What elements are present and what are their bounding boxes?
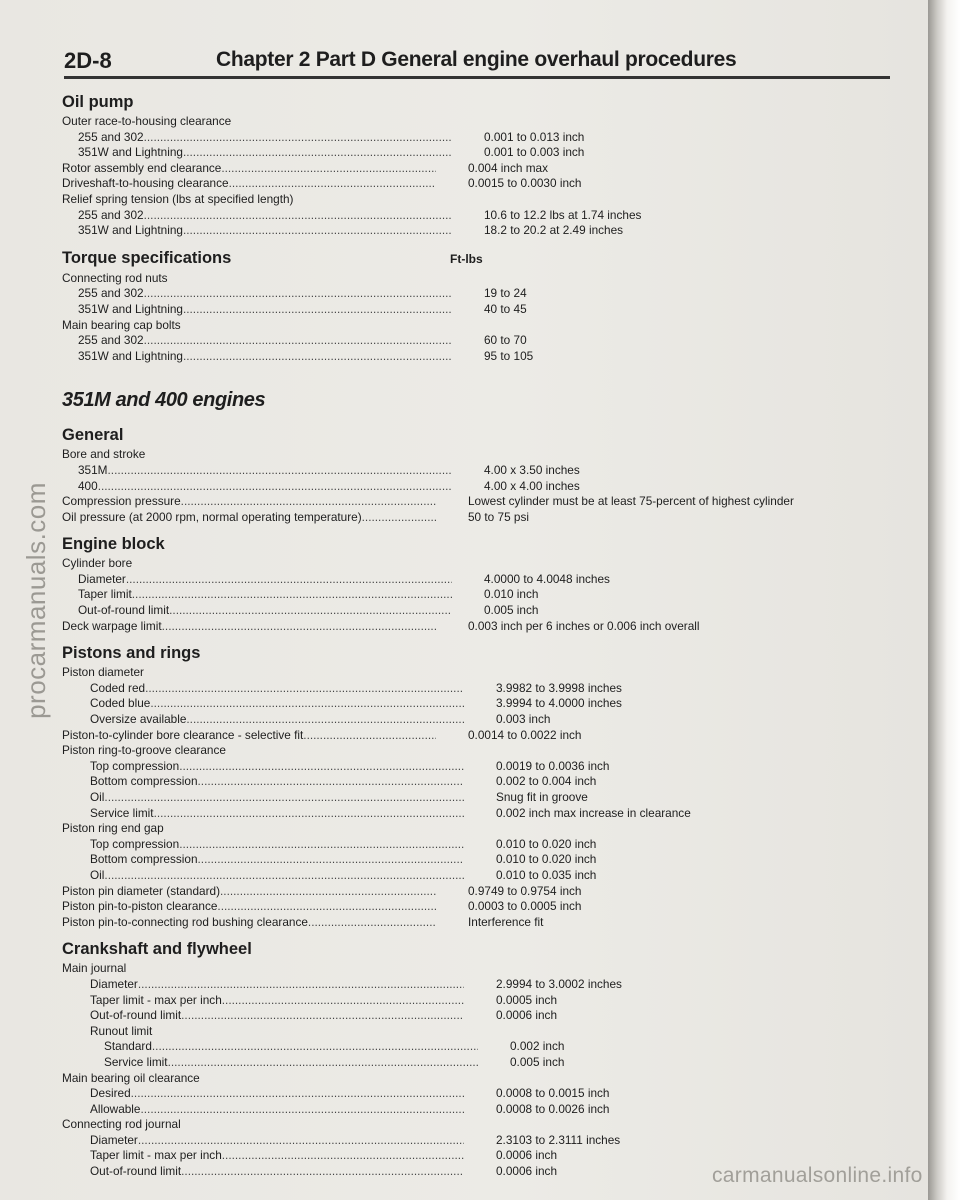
- spec-row: [62, 333, 902, 349]
- watermark-left-text: procarmanuals.com: [20, 481, 51, 719]
- spec-value: 0.002 inch max increase in clearance: [496, 805, 691, 820]
- spec-row: [62, 619, 902, 635]
- dot-leader: [168, 1055, 478, 1071]
- spec-row: [62, 1117, 902, 1133]
- section-heading: General: [62, 426, 124, 445]
- dot-leader: [179, 837, 464, 853]
- spec-label: 255 and 302: [78, 207, 144, 222]
- spec-label-cell: [62, 349, 452, 365]
- spec-value: 2.9994 to 3.0002 inches: [496, 976, 622, 991]
- spec-row: [62, 993, 902, 1009]
- spec-row: [62, 665, 902, 681]
- spec-label: 255 and 302: [78, 129, 144, 144]
- spec-label: Bottom compression: [90, 852, 198, 867]
- section-heading: Oil pump: [62, 93, 134, 111]
- spec-row: [62, 271, 902, 287]
- dot-leader: [220, 884, 436, 900]
- spec-row: [62, 286, 902, 302]
- spec-label: 351W and Lightning: [78, 223, 183, 238]
- spec-label-cell: [62, 145, 452, 161]
- spec-value: 3.9982 to 3.9998 inches: [496, 680, 622, 695]
- dot-leader: [169, 603, 452, 619]
- dot-leader: [108, 463, 452, 479]
- dot-leader: [98, 479, 452, 495]
- chapter-title: Chapter 2 Part D General engine overhaul procedures: [216, 48, 737, 71]
- units-label: Ft-lbs: [450, 251, 483, 266]
- spec-label: Piston-to-cylinder bore clearance - selective fit: [62, 727, 304, 742]
- spec-value: 0.0014 to 0.0022 inch: [468, 727, 582, 742]
- spec-label: Connecting rod nuts: [62, 270, 168, 285]
- spec-label-cell: [62, 556, 436, 572]
- spec-label: Cylinder bore: [62, 556, 133, 571]
- dot-leader: [222, 993, 464, 1009]
- spec-label-cell: [62, 868, 464, 884]
- spec-label: Piston diameter: [62, 665, 144, 680]
- spec-label-cell: [62, 852, 464, 868]
- dot-leader: [132, 556, 436, 572]
- spec-label: Piston ring end gap: [62, 821, 164, 836]
- dot-leader: [181, 494, 436, 510]
- part-heading: 351M and 400 engines: [62, 389, 266, 412]
- spec-value: 0.004 inch max: [468, 160, 549, 175]
- spec-label-cell: [62, 603, 452, 619]
- dot-leader: [126, 572, 452, 588]
- spec-row: [62, 176, 902, 192]
- spec-row: [62, 223, 902, 239]
- spec-label-cell: [62, 286, 452, 302]
- spec-label-cell: [62, 977, 464, 993]
- spec-label-cell: [62, 728, 436, 744]
- spec-value: 60 to 70: [484, 333, 527, 348]
- spec-value: 0.0008 to 0.0026 inch: [496, 1101, 610, 1116]
- spec-row: [62, 587, 902, 603]
- dot-leader: [181, 1164, 464, 1180]
- spec-label-cell: [62, 161, 436, 177]
- dot-leader: [164, 821, 436, 837]
- dot-leader: [362, 510, 436, 526]
- spec-row: [62, 302, 902, 318]
- spec-label-cell: [62, 223, 452, 239]
- spec-row: [62, 1102, 902, 1118]
- spec-value: 0.0006 inch: [496, 1148, 558, 1163]
- spec-label-cell: [62, 494, 436, 510]
- spec-label: Bottom compression: [90, 774, 198, 789]
- spec-label: Out-of-round limit: [90, 1008, 182, 1023]
- spec-label-cell: [62, 1133, 464, 1149]
- spec-label: 255 and 302: [78, 333, 144, 348]
- spec-label: 351W and Lightning: [78, 145, 183, 160]
- spec-label: Piston pin-to-piston clearance: [62, 899, 218, 914]
- spec-row: [62, 603, 902, 619]
- spec-label: Top compression: [90, 758, 180, 773]
- spec-value: Interference fit: [468, 914, 544, 929]
- spec-value: 3.9994 to 4.0000 inches: [496, 696, 622, 711]
- dot-leader: [126, 961, 436, 977]
- spec-label-cell: [62, 192, 436, 208]
- spec-label: Bore and stroke: [62, 447, 146, 462]
- dot-leader: [104, 868, 464, 884]
- header-rule: [64, 76, 890, 79]
- spec-label: Coded blue: [90, 696, 151, 711]
- spec-content: [62, 91, 902, 1180]
- spec-label: Taper limit - max per inch: [90, 992, 222, 1007]
- watermark-left: [12, 470, 60, 730]
- spec-row: [62, 572, 902, 588]
- dot-leader: [132, 587, 452, 603]
- spec-value: 2.3103 to 2.3111 inches: [496, 1132, 621, 1147]
- dot-leader: [144, 665, 436, 681]
- dot-leader: [308, 915, 436, 931]
- spec-label-cell: [62, 743, 436, 759]
- spec-row: [62, 868, 902, 884]
- spec-row: [62, 161, 902, 177]
- spec-label: 400: [78, 478, 98, 493]
- spec-row: [62, 884, 902, 900]
- spec-label: Oil: [90, 790, 105, 804]
- spec-label: Out-of-round limit: [90, 1164, 182, 1179]
- spec-label-cell: [62, 806, 464, 822]
- spec-value: 50 to 75 psi: [468, 509, 529, 524]
- dot-leader: [154, 806, 464, 822]
- spec-value: 0.002 to 0.004 inch: [496, 774, 597, 789]
- spec-row: [62, 681, 902, 697]
- spec-value: 0.0006 inch: [496, 1008, 558, 1023]
- spec-row: [62, 1039, 902, 1055]
- spec-row: [62, 1086, 902, 1102]
- dot-leader: [217, 899, 436, 915]
- spec-label: Runout limit: [90, 1023, 153, 1038]
- spec-label-cell: [62, 1102, 464, 1118]
- spec-row: [62, 759, 902, 775]
- dot-leader: [138, 977, 464, 993]
- spec-label-cell: [62, 1164, 464, 1180]
- dot-leader: [183, 302, 452, 318]
- spec-row: [62, 318, 902, 334]
- spec-row: [62, 1008, 902, 1024]
- dot-leader: [183, 145, 452, 161]
- spec-label-cell: [62, 114, 436, 130]
- spec-value: 0.0019 to 0.0036 inch: [496, 758, 610, 773]
- spec-value: 0.010 to 0.020 inch: [496, 852, 597, 867]
- spec-label-cell: [62, 176, 436, 192]
- dot-leader: [198, 852, 464, 868]
- spec-label: Diameter: [90, 1132, 138, 1147]
- spec-value: 19 to 24: [484, 286, 527, 301]
- dot-leader: [141, 1102, 465, 1118]
- spec-label: Oil pressure (at 2000 rpm, normal operating temperature): [62, 509, 362, 524]
- spec-label-cell: [62, 837, 464, 853]
- dot-leader: [144, 130, 452, 146]
- spec-label-cell: [62, 479, 452, 495]
- spec-row: [62, 1071, 902, 1087]
- spec-label-cell: [62, 572, 452, 588]
- spec-label: 351W and Lightning: [78, 348, 183, 363]
- spec-row: [62, 915, 902, 931]
- spec-label: Taper limit: [78, 587, 132, 602]
- spec-row: [62, 1148, 902, 1164]
- dot-leader: [293, 192, 436, 208]
- dot-leader: [221, 161, 436, 177]
- dot-leader: [145, 681, 464, 697]
- spec-label-cell: [62, 463, 452, 479]
- section-heading: Engine block: [62, 535, 165, 554]
- spec-row: [62, 556, 902, 572]
- spec-label: 255 and 302: [78, 286, 144, 301]
- spec-label-cell: [62, 271, 436, 287]
- page-header: [64, 48, 890, 78]
- spec-row: [62, 961, 902, 977]
- dot-leader: [183, 349, 452, 365]
- spec-value: 0.010 to 0.020 inch: [496, 836, 597, 851]
- dot-leader: [150, 696, 464, 712]
- spec-row: [62, 349, 902, 365]
- spec-label-cell: [62, 619, 436, 635]
- section-heading: [62, 247, 902, 271]
- spec-row: [62, 806, 902, 822]
- spec-label-cell: [62, 1086, 464, 1102]
- spec-row: [62, 1024, 902, 1040]
- spec-label: Diameter: [90, 976, 138, 991]
- spec-value: 0.001 to 0.013 inch: [484, 129, 585, 144]
- spec-label-cell: [62, 1039, 478, 1055]
- spec-label-cell: [62, 1055, 478, 1071]
- page-number: 2D-8: [64, 48, 112, 73]
- spec-value: 0.005 inch: [510, 1054, 565, 1069]
- dot-leader: [152, 1039, 478, 1055]
- spec-label-cell: [62, 130, 452, 146]
- spec-value: 18.2 to 20.2 at 2.49 inches: [484, 223, 624, 238]
- dot-leader: [104, 790, 464, 806]
- spec-row: [62, 696, 902, 712]
- spec-row: [62, 977, 902, 993]
- spec-label: Top compression: [90, 836, 180, 851]
- spec-row: [62, 114, 902, 130]
- spec-label: Driveshaft-to-housing clearance: [62, 176, 229, 191]
- dot-leader: [200, 1071, 436, 1087]
- spec-value: 0.003 inch: [496, 712, 551, 727]
- spec-label: Out-of-round limit: [78, 603, 170, 618]
- spec-label: Desired: [90, 1086, 131, 1101]
- dot-leader: [144, 333, 452, 349]
- spec-label-cell: [62, 759, 464, 775]
- spec-label: Main bearing oil clearance: [62, 1070, 200, 1085]
- spec-label-cell: [62, 333, 452, 349]
- dot-leader: [145, 447, 436, 463]
- spec-value: 0.9749 to 0.9754 inch: [468, 883, 582, 898]
- spec-row: [62, 208, 902, 224]
- dot-leader: [226, 743, 436, 759]
- spec-row: [62, 852, 902, 868]
- spec-label-cell: [62, 510, 436, 526]
- spec-label: Oversize available: [90, 712, 187, 727]
- spec-label: Oil: [90, 867, 105, 882]
- spec-label: Piston pin-to-connecting rod bushing clearance: [62, 914, 308, 929]
- spec-value: 4.00 x 3.50 inches: [484, 462, 580, 477]
- spec-label-cell: [62, 899, 436, 915]
- dot-leader: [179, 759, 464, 775]
- dot-leader: [168, 271, 436, 287]
- dot-leader: [186, 712, 464, 728]
- spec-value: 0.0006 inch: [496, 1164, 558, 1179]
- spec-row: [62, 510, 902, 526]
- dot-leader: [229, 176, 436, 192]
- spec-row: [62, 712, 902, 728]
- spec-row: [62, 479, 902, 495]
- spec-value: 0.002 inch: [510, 1039, 565, 1054]
- spec-label-cell: [62, 1117, 436, 1133]
- spec-label: Service limit: [90, 805, 154, 820]
- section-heading: Crankshaft and flywheel: [62, 940, 252, 959]
- spec-label: Compression pressure: [62, 494, 181, 509]
- dot-leader: [181, 318, 436, 334]
- spec-label-cell: [62, 790, 464, 806]
- spec-label-cell: [62, 318, 436, 334]
- spec-label: Outer race-to-housing clearance: [62, 114, 232, 128]
- spec-row: [62, 790, 902, 806]
- spec-label: Piston ring-to-groove clearance: [62, 743, 226, 758]
- spec-row: [62, 774, 902, 790]
- spec-label: Deck warpage limit: [62, 618, 162, 633]
- spec-row: [62, 192, 902, 208]
- spec-value: 0.010 to 0.035 inch: [496, 867, 597, 882]
- dot-leader: [131, 1086, 464, 1102]
- spec-row: [62, 463, 902, 479]
- dot-leader: [181, 1008, 464, 1024]
- spec-label-cell: [62, 884, 436, 900]
- spec-label-cell: [62, 1148, 464, 1164]
- spec-value: 0.0005 inch: [496, 992, 558, 1007]
- spec-label-cell: [62, 1071, 436, 1087]
- spec-label-cell: [62, 696, 464, 712]
- spec-label: Allowable: [90, 1101, 141, 1116]
- spec-value: 4.0000 to 4.0048 inches: [484, 571, 610, 586]
- spec-row: [62, 743, 902, 759]
- spec-value: 40 to 45: [484, 301, 527, 316]
- spec-value: 0.0003 to 0.0005 inch: [468, 899, 582, 914]
- spec-row: [62, 1055, 902, 1071]
- section-heading: Pistons and rings: [62, 644, 201, 663]
- spec-row: [62, 130, 902, 146]
- dot-leader: [152, 1024, 464, 1040]
- spec-value: 4.00 x 4.00 inches: [484, 478, 580, 493]
- spec-label-cell: [62, 302, 452, 318]
- spec-value: Snug fit in groove: [496, 790, 588, 804]
- section-title: Torque specifications: [62, 249, 232, 268]
- dot-leader: [144, 286, 452, 302]
- spec-label-cell: [62, 681, 464, 697]
- spec-label: Diameter: [78, 571, 126, 586]
- spec-label: Service limit: [104, 1054, 168, 1069]
- spec-label: 351M: [78, 462, 108, 477]
- spec-value: 0.001 to 0.003 inch: [484, 145, 585, 160]
- dot-leader: [303, 728, 436, 744]
- watermark-bottom: carmanualsonline.info: [712, 1164, 923, 1187]
- spec-label-cell: [62, 915, 436, 931]
- spec-row: [62, 1133, 902, 1149]
- spec-value: 0.0015 to 0.0030 inch: [468, 176, 582, 191]
- spec-label: Standard: [104, 1039, 152, 1054]
- dot-leader: [198, 774, 464, 790]
- spec-row: [62, 447, 902, 463]
- spec-value: 95 to 105: [484, 348, 534, 363]
- spec-label: Main bearing cap bolts: [62, 317, 181, 332]
- spec-label: Taper limit - max per inch: [90, 1148, 222, 1163]
- spec-row: [62, 821, 902, 837]
- spec-row: [62, 899, 902, 915]
- dot-leader: [181, 1117, 436, 1133]
- spec-label-cell: [62, 665, 436, 681]
- spec-value: 0.005 inch: [484, 603, 539, 618]
- spec-row: [62, 837, 902, 853]
- spec-row: [62, 728, 902, 744]
- spec-label-cell: [62, 712, 464, 728]
- spec-label-cell: [62, 587, 452, 603]
- spec-label-cell: [62, 208, 452, 224]
- dot-leader: [138, 1133, 464, 1149]
- spec-label: Main journal: [62, 961, 127, 976]
- spec-label: Connecting rod journal: [62, 1117, 181, 1132]
- spec-label: Coded red: [90, 680, 146, 695]
- spec-value: 0.0008 to 0.0015 inch: [496, 1086, 610, 1101]
- spec-value: 0.003 inch per 6 inches or 0.006 inch overall: [468, 618, 700, 633]
- dot-leader: [222, 1148, 464, 1164]
- spec-label-cell: [62, 1024, 464, 1040]
- dot-leader: [231, 114, 436, 130]
- dot-leader: [144, 208, 452, 224]
- spec-label-cell: [62, 821, 436, 837]
- spec-label: Relief spring tension (lbs at specified length): [62, 191, 294, 206]
- spec-label-cell: [62, 447, 436, 463]
- spec-label: 351W and Lightning: [78, 301, 183, 316]
- spec-value: Lowest cylinder must be at least 75-percent of highest cylinder: [468, 494, 794, 509]
- spec-label-cell: [62, 1008, 464, 1024]
- spec-value: 0.010 inch: [484, 587, 539, 602]
- spec-label-cell: [62, 961, 436, 977]
- page-edge: [928, 0, 960, 1200]
- spec-label: Piston pin diameter (standard): [62, 883, 221, 898]
- spec-value: 10.6 to 12.2 lbs at 1.74 inches: [484, 207, 642, 222]
- spec-label: Rotor assembly end clearance: [62, 160, 222, 175]
- spec-label-cell: [62, 993, 464, 1009]
- dot-leader: [162, 619, 436, 635]
- spec-label-cell: [62, 774, 464, 790]
- spec-row: [62, 494, 902, 510]
- dot-leader: [183, 223, 452, 239]
- spec-row: [62, 145, 902, 161]
